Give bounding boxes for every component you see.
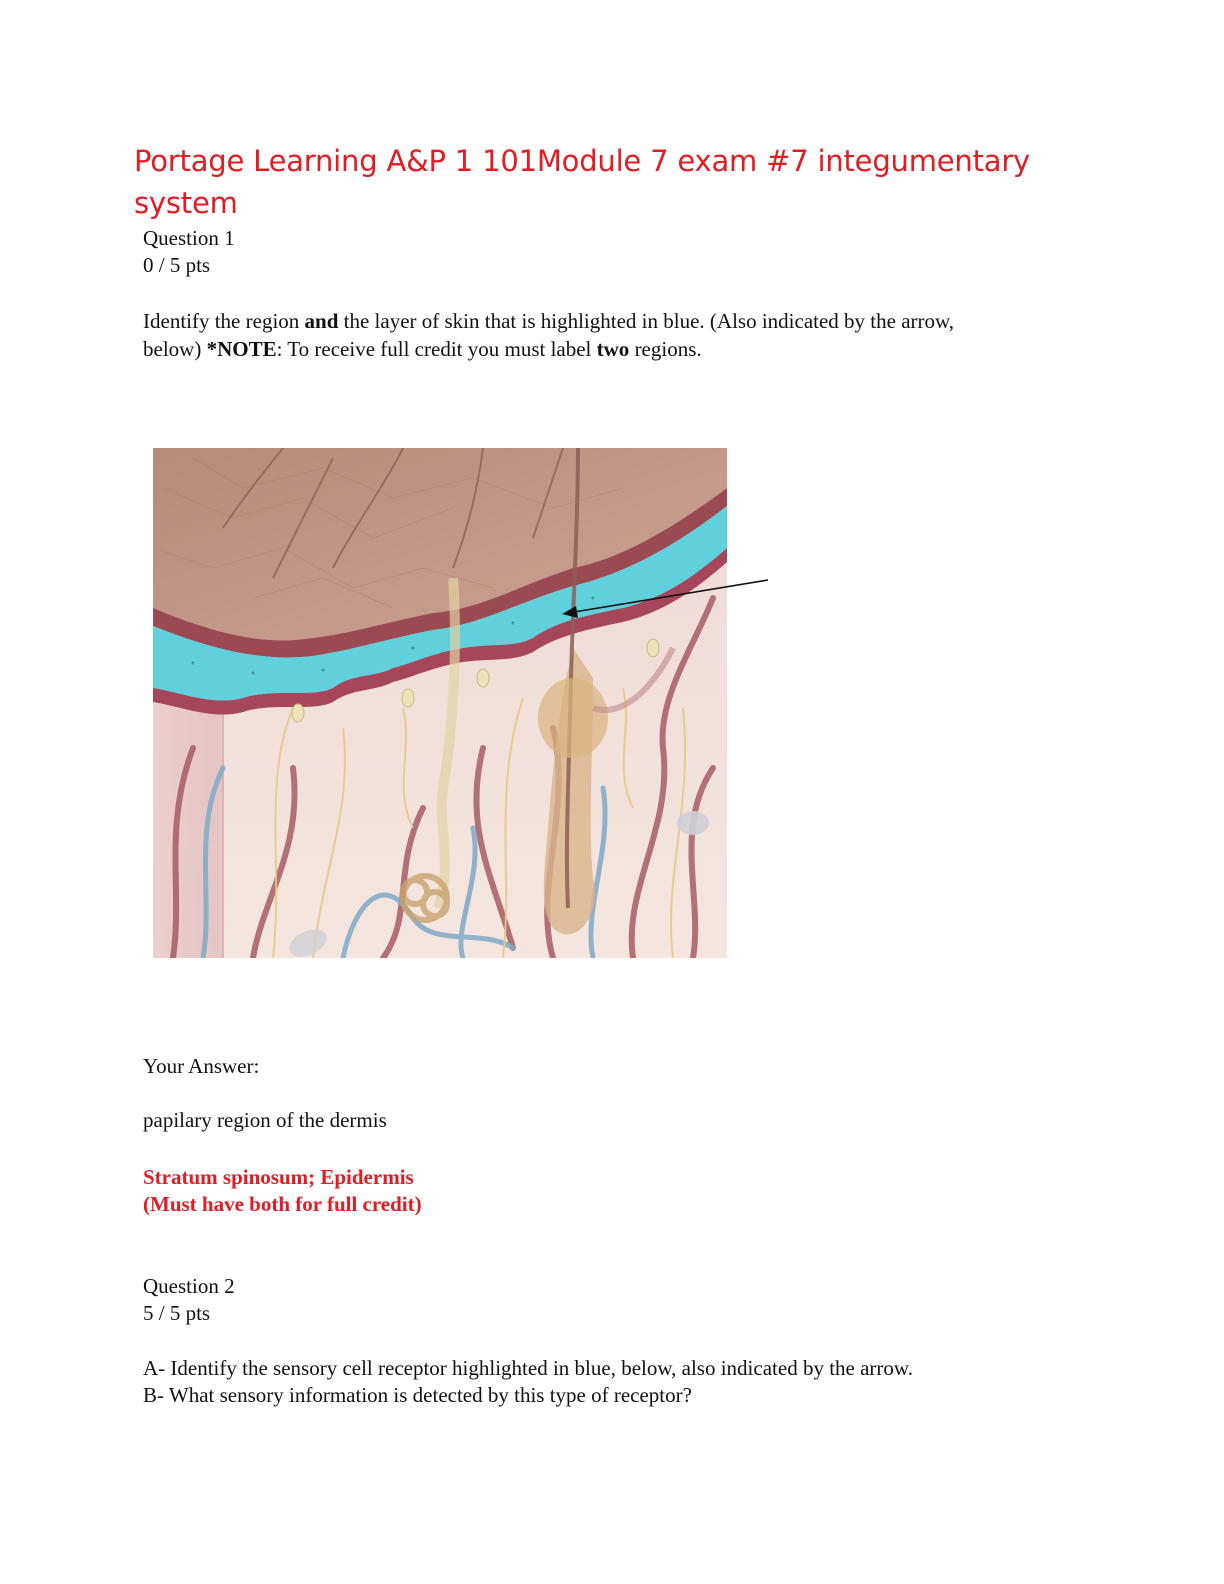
your-answer-label: Your Answer: (143, 1054, 260, 1078)
prompt-text: the layer of skin that is highlighted in blue. (Also indicated by the arrow, (338, 309, 955, 333)
question-2-prompt-a: A- Identify the sensory cell receptor highlighted in blue, below, also indicated by the arrow. (143, 1356, 913, 1380)
title-line-1: Portage Learning A&P 1 101Module 7 exam #7 integumentary (134, 144, 1030, 178)
prompt-text: Identify the region (143, 309, 305, 333)
title-line-2: system (134, 186, 238, 220)
correct-answer-line-1: Stratum spinosum; Epidermis (143, 1165, 414, 1189)
correct-answer-line-2: (Must have both for full credit) (143, 1192, 422, 1216)
question-1-prompt-line-2 (143, 336, 702, 363)
prompt-text: regions. (629, 337, 702, 361)
prompt-text: : To receive full credit you must label (276, 337, 597, 361)
prompt-text: below) (143, 337, 207, 361)
question-2-score: 5 / 5 pts (143, 1301, 211, 1325)
your-answer-value: papilary region of the dermis (143, 1108, 387, 1132)
question-1-label: Question 1 (143, 226, 235, 250)
skin-cross-section-illustration (153, 448, 727, 958)
skin-cross-section-figure (153, 448, 727, 958)
document-title (134, 140, 1034, 224)
prompt-bold: two (596, 337, 630, 361)
question-2-prompt-b: B- What sensory information is detected by this type of receptor? (143, 1383, 692, 1407)
prompt-bold: and (304, 309, 339, 333)
prompt-bold: *NOTE (206, 337, 277, 361)
question-2-label: Question 2 (143, 1274, 235, 1298)
question-1-score: 0 / 5 pts (143, 253, 211, 277)
question-1-prompt-line-1 (143, 308, 954, 335)
